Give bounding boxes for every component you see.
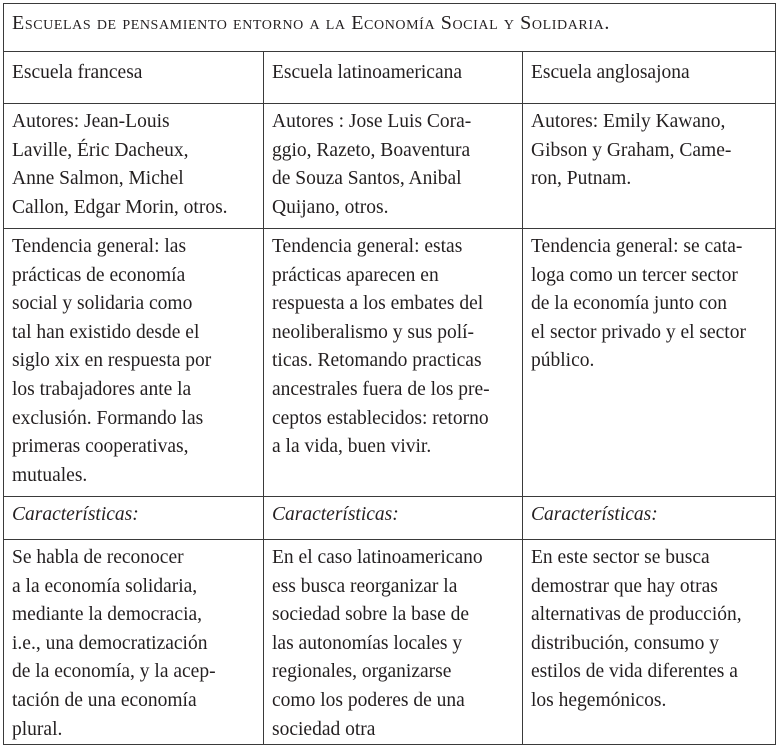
text-line: de Souza Santos, Anibal: [272, 168, 462, 190]
text-line: Tendencia general: las: [12, 236, 187, 257]
text-line: mediante la democracia,: [12, 604, 203, 626]
header-latin-american: Escuela latinoamericana: [264, 52, 523, 104]
text-line: i.e., una democratización: [12, 632, 208, 654]
text-line: ess busca reorganizar la: [272, 575, 458, 597]
text-line: los trabajadores ante la: [12, 378, 192, 400]
text-line: las autonomías locales y: [272, 632, 463, 654]
header-anglo-saxon: Escuela anglosajona: [523, 52, 776, 104]
text-line: ancestrales fuera de los pre-: [272, 378, 490, 400]
authors-cell: [4, 104, 264, 229]
text-line: estilos de vida diferentes a: [531, 661, 738, 683]
text-line: ticas. Retomando practicas: [272, 350, 482, 372]
text-line: social y solidaria como: [12, 293, 193, 315]
text-line: Anne Salmon, Michel: [12, 168, 184, 190]
text-line: los hegemónicos.: [531, 689, 667, 711]
text-line: alternativas de producción,: [531, 604, 742, 626]
text-line: público.: [531, 350, 595, 372]
text-line: tal han existido desde el: [12, 321, 200, 343]
characteristics-row: [4, 540, 776, 745]
text-line: a la vida, buen vivir.: [272, 436, 432, 458]
text-line: Autores: Jean-Louis: [12, 111, 170, 132]
text-line: como los poderes de una: [272, 689, 465, 711]
text-line: Quijano, otros.: [272, 196, 389, 218]
text-line: sociedad otra: [272, 718, 376, 740]
authors-cell: [264, 104, 523, 229]
text-line: el sector privado y el sector: [531, 321, 746, 343]
text-line: Autores: Emily Kawano,: [531, 111, 726, 132]
text-line: primeras cooperativas,: [12, 436, 189, 458]
authors-row: [4, 104, 776, 229]
text-line: prácticas aparecen en: [272, 264, 439, 286]
text-line: ron, Putnam.: [531, 168, 632, 190]
text-line: neoliberalismo y sus polí-: [272, 321, 475, 343]
tendency-row: [4, 229, 776, 497]
characteristics-label: Características:: [264, 497, 523, 540]
characteristics-cell: [523, 540, 776, 745]
text-line: ceptos establecidos: retorno: [272, 407, 489, 429]
text-line: plural.: [12, 718, 63, 740]
tendency-cell: [4, 229, 264, 497]
text-line: Tendencia general: se cata-: [531, 236, 743, 257]
text-line: distribución, consumo y: [531, 632, 719, 654]
text-line: a la economía solidaria,: [12, 575, 198, 597]
authors-cell: [523, 104, 776, 229]
characteristics-cell: [264, 540, 523, 745]
characteristics-cell: [4, 540, 264, 745]
text-line: Tendencia general: estas: [272, 236, 463, 257]
schools-table: [3, 3, 776, 745]
text-line: prácticas de economía: [12, 264, 186, 286]
text-line: loga como un tercer sector: [531, 264, 738, 286]
text-line: Se habla de reconocer: [12, 547, 184, 568]
characteristics-label: Características:: [4, 497, 264, 540]
table-title: Escuelas de pensamiento entorno a la Economía Social y Solidaria.: [4, 4, 776, 52]
text-line: Callon, Edgar Morin, otros.: [12, 196, 228, 218]
text-line: de la economía junto con: [531, 293, 728, 315]
text-line: exclusión. Formando las: [12, 407, 204, 429]
text-line: regionales, organizarse: [272, 661, 452, 683]
header-row: [4, 52, 776, 104]
text-line: de la economía, y la acep-: [12, 661, 216, 683]
tendency-cell: [264, 229, 523, 497]
characteristics-label: Características:: [523, 497, 776, 540]
header-french: Escuela francesa: [4, 52, 264, 104]
text-line: siglo xix en respuesta por: [12, 350, 212, 372]
text-line: tación de una economía: [12, 689, 197, 711]
text-line: ggio, Razeto, Boaventura: [272, 139, 471, 161]
text-line: demostrar que hay otras: [531, 575, 718, 597]
tendency-cell: [523, 229, 776, 497]
text-line: Autores : Jose Luis Cora-: [272, 111, 472, 132]
text-line: En este sector se busca: [531, 547, 710, 568]
text-line: En el caso latinoamericano: [272, 547, 483, 568]
text-line: respuesta a los embates del: [272, 293, 484, 315]
text-line: sociedad sobre la base de: [272, 604, 470, 626]
text-line: mutuales.: [12, 464, 88, 486]
text-line: Gibson y Graham, Came-: [531, 139, 732, 161]
characteristics-label-row: [4, 497, 776, 540]
text-line: Laville, Éric Dacheux,: [12, 139, 189, 161]
